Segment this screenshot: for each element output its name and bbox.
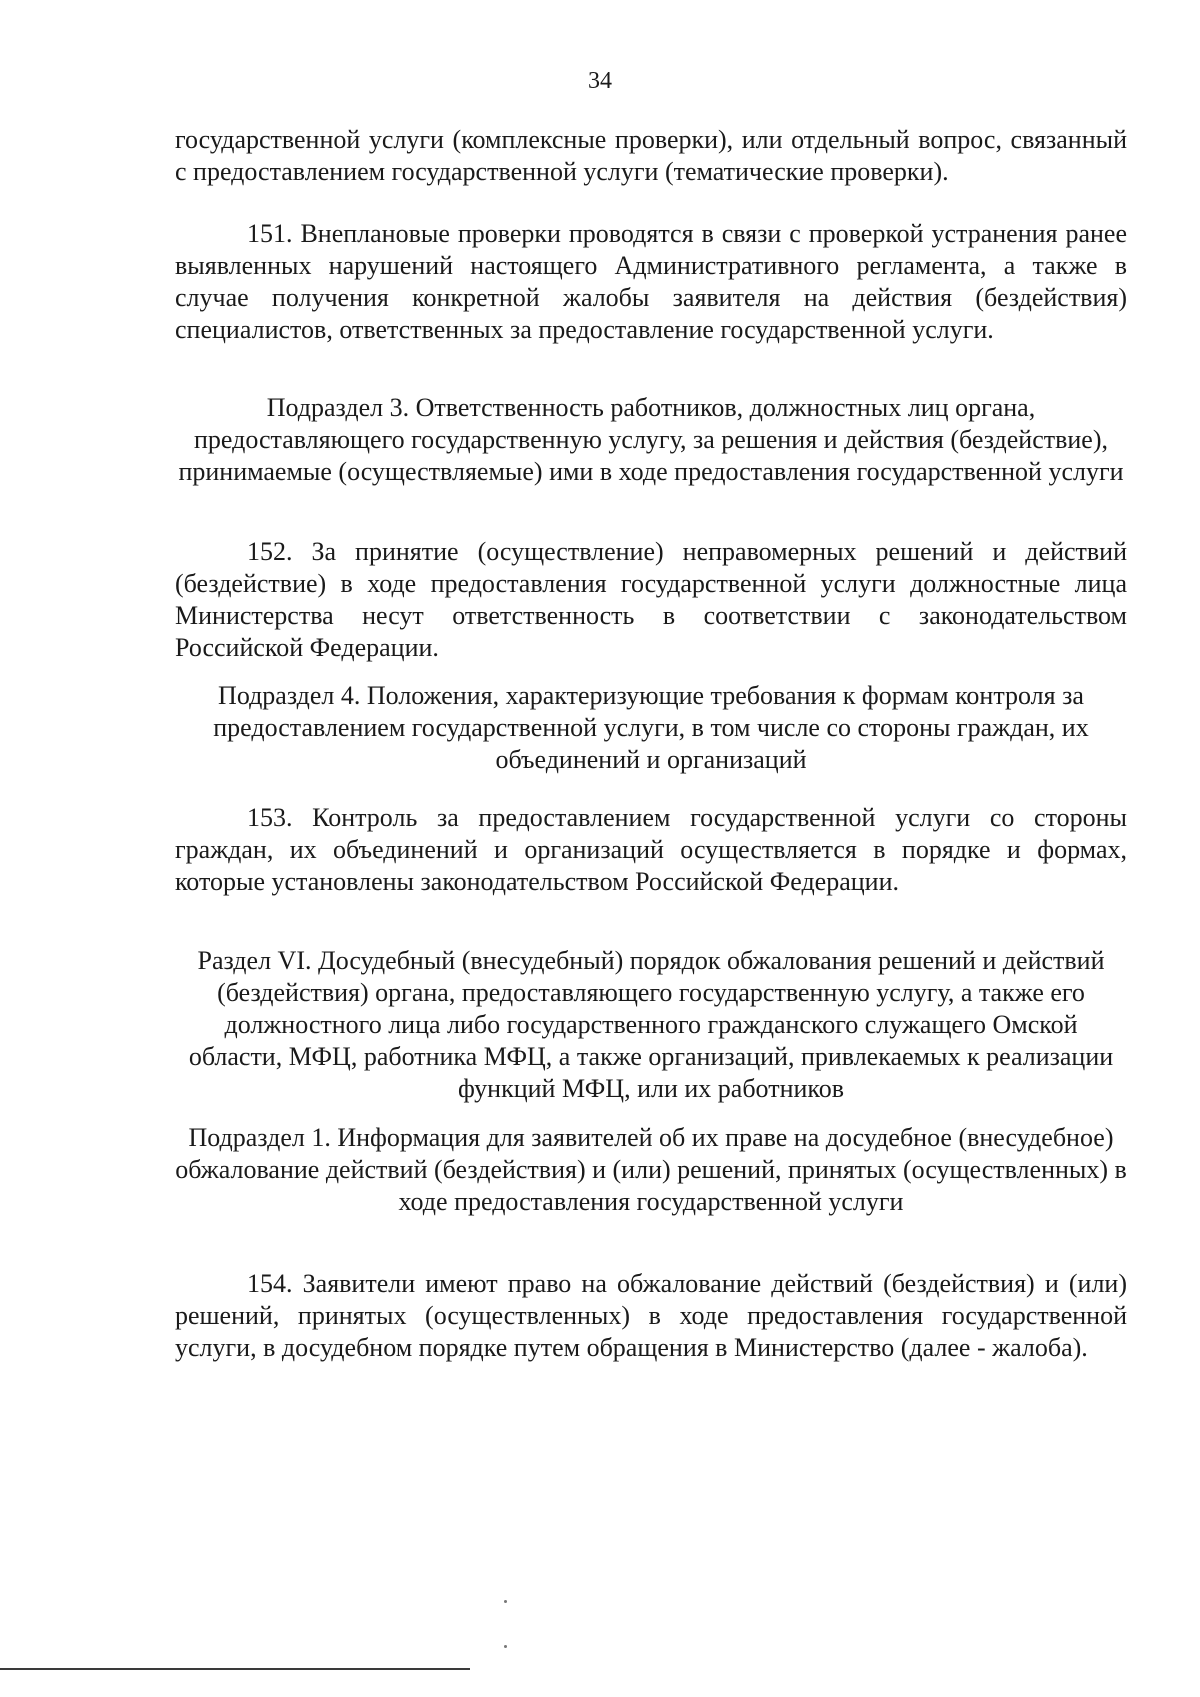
paragraph-151: 151. Внеплановые проверки проводятся в связи с проверкой устранения ранее выявленных нарушений настоящего Административного регламента, а также в случае получения конкретной жалобы заявителя на действия (бездействия) специалистов, ответственных за предоставление государственной услуги.: [175, 219, 1127, 344]
paragraph-continuation: государственной услуги (комплексные проверки), или отдельный вопрос, связанный с предоставлением государственной услуги (тематические проверки).: [175, 125, 1127, 186]
section-6-heading: Раздел VI. Досудебный (внесудебный) порядок обжалования решений и действий (бездействия) органа, предоставляющего государственную услугу, а также его должностного лица либо государственного гражданского служащего Омской области, МФЦ, работника МФЦ, а также организаций, привлекаемых к реализации функций МФЦ, или их работников: [188, 946, 1114, 1103]
subsection-3-heading: Подраздел 3. Ответственность работников, должностных лиц органа, предоставляющего государственную услугу, за решения и действия (бездействие), принимаемые (осуществляемые) ими в ходе предоставления государственной услуги: [178, 393, 1124, 486]
scan-speck: [504, 1600, 507, 1603]
paragraph-152: 152. За принятие (осуществление) неправомерных решений и действий (бездействие) в ходе предоставления государственной услуги должностные лица Министерства несут ответственность в соответствии с законодательством Российской Федерации.: [175, 537, 1127, 662]
paragraph-153: 153. Контроль за предоставлением государственной услуги со стороны граждан, их объединений и организаций осуществляется в порядке и формах, которые установлены законодательством Российской Федерации.: [175, 803, 1127, 896]
scan-speck: [504, 1645, 507, 1648]
footer-rule: [0, 1668, 470, 1670]
paragraph-154: 154. Заявители имеют право на обжалование действий (бездействия) и (или) решений, принятых (осуществленных) в ходе предоставления государственной услуги, в досудебном порядке путем обращения в Министерство (далее - жалоба).: [175, 1269, 1127, 1362]
subsection-4-heading: Подраздел 4. Положения, характеризующие требования к формам контроля за предоставлением государственной услуги, в том числе со стороны граждан, их объединений и организаций: [213, 681, 1089, 774]
subsection-1-heading: Подраздел 1. Информация для заявителей об их праве на досудебное (внесудебное) обжалование действий (бездействия) и (или) решений, принятых (осуществленных) в ходе предоставления государственной услуги: [175, 1123, 1127, 1216]
page-number: 34: [588, 68, 612, 94]
